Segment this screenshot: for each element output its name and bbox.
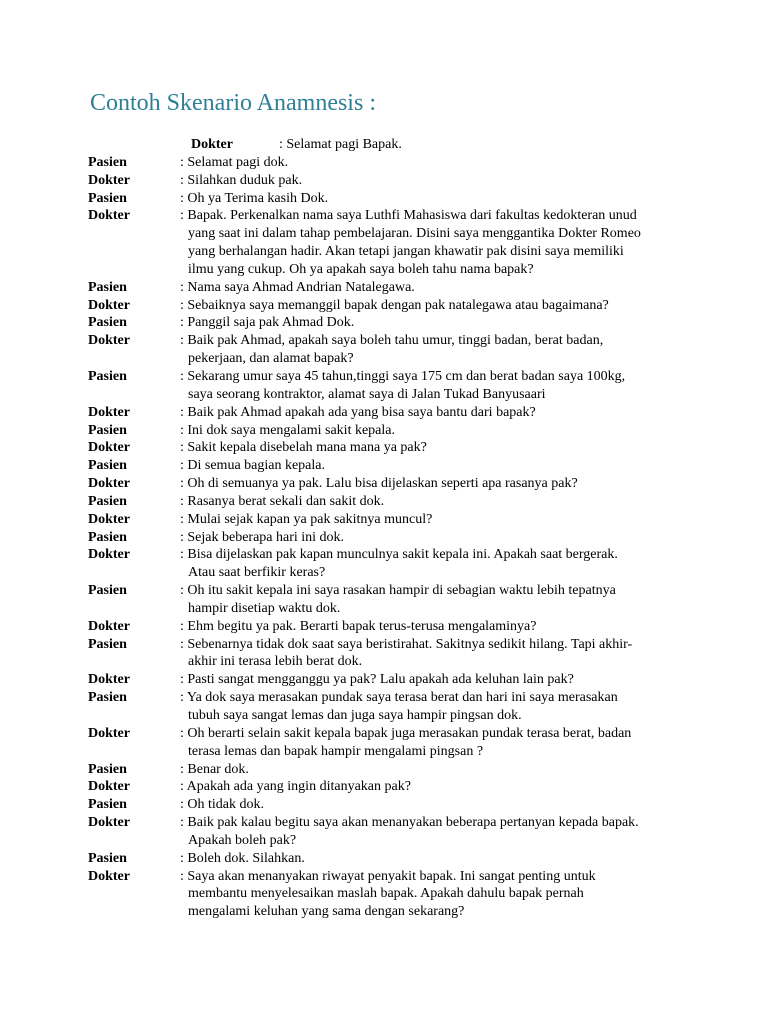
dialogue-line: [0, 636, 768, 654]
speaker-label: Pasien: [88, 368, 127, 384]
dialogue-line: [0, 529, 768, 547]
speaker-label: Dokter: [88, 172, 130, 188]
dialogue-line: [0, 207, 768, 225]
speaker-label: Pasien: [88, 190, 127, 206]
dialogue-text: yang saat ini dalam tahap pembelajaran. Disini saya menggantika Dokter Romeo: [188, 226, 641, 242]
dialogue-text: : Oh itu sakit kepala ini saya rasakan hampir di sebagian waktu lebih tepatnya: [180, 583, 616, 599]
dialogue-line: [0, 743, 768, 761]
dialogue-line: [0, 190, 768, 208]
speaker-label: Dokter: [88, 297, 130, 313]
speaker-label: Dokter: [88, 333, 130, 349]
dialogue-line: [0, 386, 768, 404]
dialogue-text: : Oh ya Terima kasih Dok.: [180, 190, 329, 206]
document-title: Contoh Skenario Anamnesis :: [90, 90, 376, 116]
dialogue-text: Apakah boleh pak?: [188, 832, 297, 848]
dialogue-text: : Di semua bagian kepala.: [180, 458, 326, 474]
dialogue-text: : Sejak beberapa hari ini dok.: [180, 529, 345, 545]
dialogue-text: : Rasanya berat sekali dan sakit dok.: [180, 493, 385, 509]
dialogue-text: : Baik pak Ahmad, apakah saya boleh tahu umur, tinggi badan, berat badan,: [180, 333, 604, 349]
dialogue-text: : Oh di semuanya ya pak. Lalu bisa dijelaskan seperti apa rasanya pak?: [180, 476, 578, 492]
dialogue-text: : Benar dok.: [180, 761, 249, 777]
dialogue-text: mengalami keluhan yang sama dengan sekarang?: [188, 904, 465, 920]
dialogue-text: : Oh berarti selain sakit kepala bapak juga merasakan pundak terasa berat, badan: [180, 725, 632, 741]
dialogue-line: [0, 136, 768, 154]
dialogue-text: : Bapak. Perkenalkan nama saya Luthfi Mahasiswa dari fakultas kedokteran unud: [180, 208, 637, 224]
dialogue-text: : Bisa dijelaskan pak kapan munculnya sakit kepala ini. Apakah saat bergerak.: [180, 547, 618, 563]
speaker-label: Pasien: [88, 797, 127, 813]
dialogue-line: [0, 725, 768, 743]
dialogue-line: [0, 850, 768, 868]
dialogue-line: [0, 885, 768, 903]
dialogue-text: : Apakah ada yang ingin ditanyakan pak?: [180, 779, 411, 795]
dialogue-line: [0, 778, 768, 796]
dialogue-line: [0, 832, 768, 850]
speaker-label: Dokter: [88, 618, 130, 634]
dialogue-line: [0, 671, 768, 689]
dialogue-line: [0, 475, 768, 493]
dialogue-line: [0, 332, 768, 350]
dialogue-line: [0, 582, 768, 600]
dialogue-line: [0, 600, 768, 618]
dialogue-text: yang berhalangan hadir. Akan tetapi jangan khawatir pak disini saya memiliki: [188, 244, 624, 260]
dialogue-line: [0, 796, 768, 814]
dialogue-text: : Selamat pagi dok.: [180, 154, 289, 170]
dialogue-text: Atau saat berfikir keras?: [188, 565, 326, 581]
dialogue-text: : Nama saya Ahmad Andrian Natalegawa.: [180, 279, 415, 295]
dialogue-text: : Selamat pagi Bapak.: [279, 137, 402, 152]
dialogue-text: : Oh tidak dok.: [180, 797, 264, 813]
dialogue-text: : Sebaiknya saya memanggil bapak dengan pak natalegawa atau bagaimana?: [180, 297, 609, 313]
dialogue-line: [0, 297, 768, 315]
dialogue-line: [0, 511, 768, 529]
dialogue-line: [0, 618, 768, 636]
dialogue-line: [0, 154, 768, 172]
dialogue-text: : Silahkan duduk pak.: [180, 172, 303, 188]
dialogue-text: : Pasti sangat mengganggu ya pak? Lalu apakah ada keluhan lain pak?: [180, 672, 574, 688]
speaker-label: Pasien: [88, 493, 127, 509]
dialogue-line: [0, 350, 768, 368]
speaker-label: Pasien: [88, 850, 127, 866]
speaker-label: Pasien: [88, 458, 127, 474]
speaker-label: Pasien: [88, 583, 127, 599]
dialogue-line: [0, 457, 768, 475]
speaker-label: Pasien: [88, 529, 127, 545]
dialogue-line: [0, 868, 768, 886]
dialogue-line: [0, 707, 768, 725]
dialogue-line: [0, 439, 768, 457]
dialogue-text: membantu menyelesaikan maslah bapak. Apakah dahulu bapak pernah: [188, 886, 584, 902]
dialogue-line: [0, 653, 768, 671]
dialogue-text: tubuh saya sangat lemas dan juga saya hampir pingsan dok.: [188, 708, 522, 723]
dialogue-text: : Boleh dok. Silahkan.: [180, 850, 305, 866]
dialogue-text: : Ehm begitu ya pak. Berarti bapak terus-terusa mengalaminya?: [180, 618, 537, 634]
speaker-label: Pasien: [88, 761, 127, 777]
dialogue-line: [0, 761, 768, 779]
dialogue-line: [0, 314, 768, 332]
speaker-label: Pasien: [88, 154, 127, 170]
dialogue-text: : Saya akan menanyakan riwayat penyakit bapak. Ini sangat penting untuk: [180, 868, 596, 884]
dialogue-text: : Sebenarnya tidak dok saat saya beristirahat. Sakitnya sedikit hilang. Tapi akhir-: [180, 636, 633, 652]
speaker-label: Dokter: [88, 511, 130, 527]
dialogue-line: [0, 546, 768, 564]
speaker-label: Dokter: [88, 779, 130, 795]
dialogue: [0, 136, 768, 921]
dialogue-line: [0, 279, 768, 297]
speaker-label: Pasien: [88, 422, 127, 438]
speaker-label: Dokter: [88, 476, 130, 492]
dialogue-text: : Panggil saja pak Ahmad Dok.: [180, 315, 355, 331]
dialogue-text: akhir ini terasa lebih berat dok.: [188, 654, 363, 670]
dialogue-line: [0, 422, 768, 440]
dialogue-text: terasa lemas dan bapak hampir mengalami pingsan ?: [188, 743, 484, 759]
dialogue-text: : Ini dok saya mengalami sakit kepala.: [180, 422, 395, 438]
dialogue-text: hampir disetiap waktu dok.: [188, 600, 341, 616]
speaker-label: Dokter: [191, 137, 233, 152]
speaker-label: Pasien: [88, 315, 127, 331]
speaker-label: Pasien: [88, 690, 127, 706]
dialogue-line: [0, 261, 768, 279]
speaker-label: Dokter: [88, 815, 130, 831]
dialogue-text: saya seorang kontraktor, alamat saya di Jalan Tukad Banyusaari: [188, 386, 546, 402]
speaker-label: Dokter: [88, 404, 130, 420]
speaker-label: Dokter: [88, 440, 130, 456]
speaker-label: Dokter: [88, 208, 130, 224]
dialogue-text: ilmu yang cukup. Oh ya apakah saya boleh tahu nama bapak?: [188, 261, 534, 277]
dialogue-text: : Sakit kepala disebelah mana mana ya pak?: [180, 440, 427, 456]
speaker-label: Pasien: [88, 279, 127, 295]
dialogue-line: [0, 225, 768, 243]
speaker-label: Dokter: [88, 547, 130, 563]
speaker-label: Dokter: [88, 672, 130, 688]
dialogue-text: : Baik pak Ahmad apakah ada yang bisa saya bantu dari bapak?: [180, 404, 536, 420]
dialogue-line: [0, 243, 768, 261]
dialogue-line: [0, 689, 768, 707]
dialogue-text: pekerjaan, dan alamat bapak?: [188, 351, 354, 367]
dialogue-line: [0, 172, 768, 190]
dialogue-text: : Mulai sejak kapan ya pak sakitnya muncul?: [180, 511, 433, 527]
speaker-label: Pasien: [88, 636, 127, 652]
speaker-label: Dokter: [88, 868, 130, 884]
dialogue-text: : Ya dok saya merasakan pundak saya terasa berat dan hari ini saya merasakan: [180, 690, 618, 706]
speaker-label: Dokter: [88, 725, 130, 741]
dialogue-line: [0, 404, 768, 422]
dialogue-text: : Baik pak kalau begitu saya akan menanyakan beberapa pertanyan kepada bapak.: [180, 815, 639, 831]
dialogue-line: [0, 493, 768, 511]
dialogue-line: [0, 368, 768, 386]
dialogue-line: [0, 814, 768, 832]
dialogue-text: : Sekarang umur saya 45 tahun,tinggi saya 175 cm dan berat badan saya 100kg,: [180, 368, 626, 384]
dialogue-line: [0, 564, 768, 582]
dialogue-line: [0, 903, 768, 921]
